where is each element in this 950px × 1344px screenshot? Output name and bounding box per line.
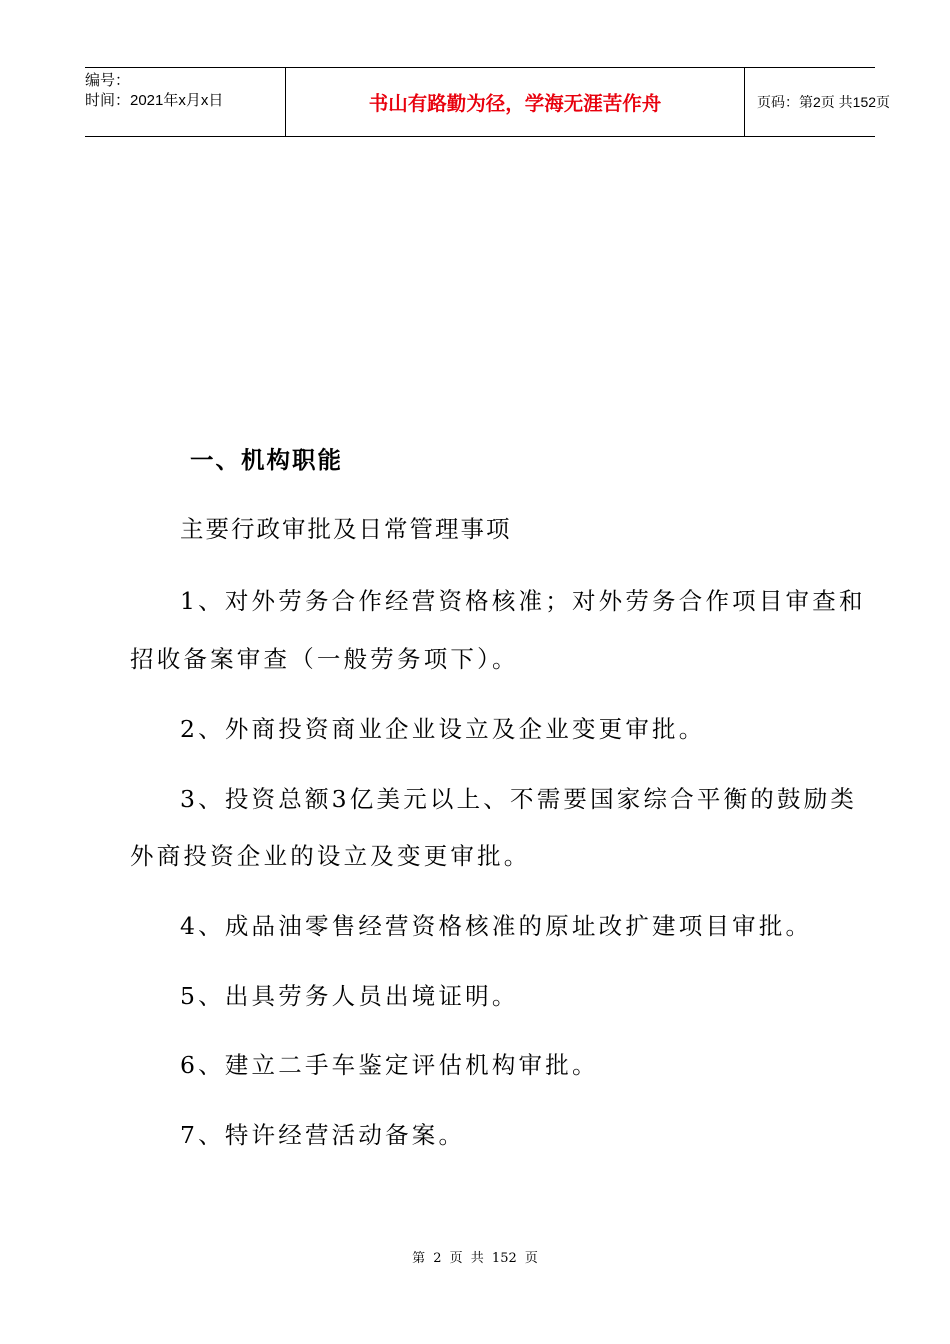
section-title: 一、机构职能 — [190, 446, 343, 474]
page-footer: 第 2 页 共 152 页 — [412, 1251, 538, 1266]
item-1-line-1: 1、对外劳务合作经营资格核准；对外劳务合作项目审查和 — [180, 587, 866, 615]
number-label: 编号： — [85, 72, 131, 89]
item-3-line-1: 3、投资总额3亿美元以上、不需要国家综合平衡的鼓励类 — [180, 785, 858, 813]
item-5: 5、出具劳务人员出境证明。 — [180, 982, 519, 1010]
item-3-line-2: 外商投资企业的设立及变更审批。 — [130, 842, 531, 870]
item-6: 6、建立二手车鉴定评估机构审批。 — [180, 1051, 599, 1079]
time-label: 时间：2021年x月x日 — [85, 92, 224, 109]
header-meta — [85, 68, 285, 136]
document-header — [85, 67, 891, 137]
item-1-line-2: 招收备案审查（一般劳务项下）。 — [130, 645, 519, 673]
item-7: 7、特许经营活动备案。 — [180, 1121, 466, 1149]
item-4: 4、成品油零售经营资格核准的原址改扩建项目审批。 — [180, 912, 813, 940]
item-2: 2、外商投资商业企业设立及企业变更审批。 — [180, 715, 706, 743]
header-page-label: 页码：第2页 共152页 — [757, 94, 891, 110]
subtitle: 主要行政审批及日常管理事项 — [180, 515, 512, 543]
header-motto: 书山有路勤为径，学海无涯苦作舟 — [285, 68, 745, 136]
